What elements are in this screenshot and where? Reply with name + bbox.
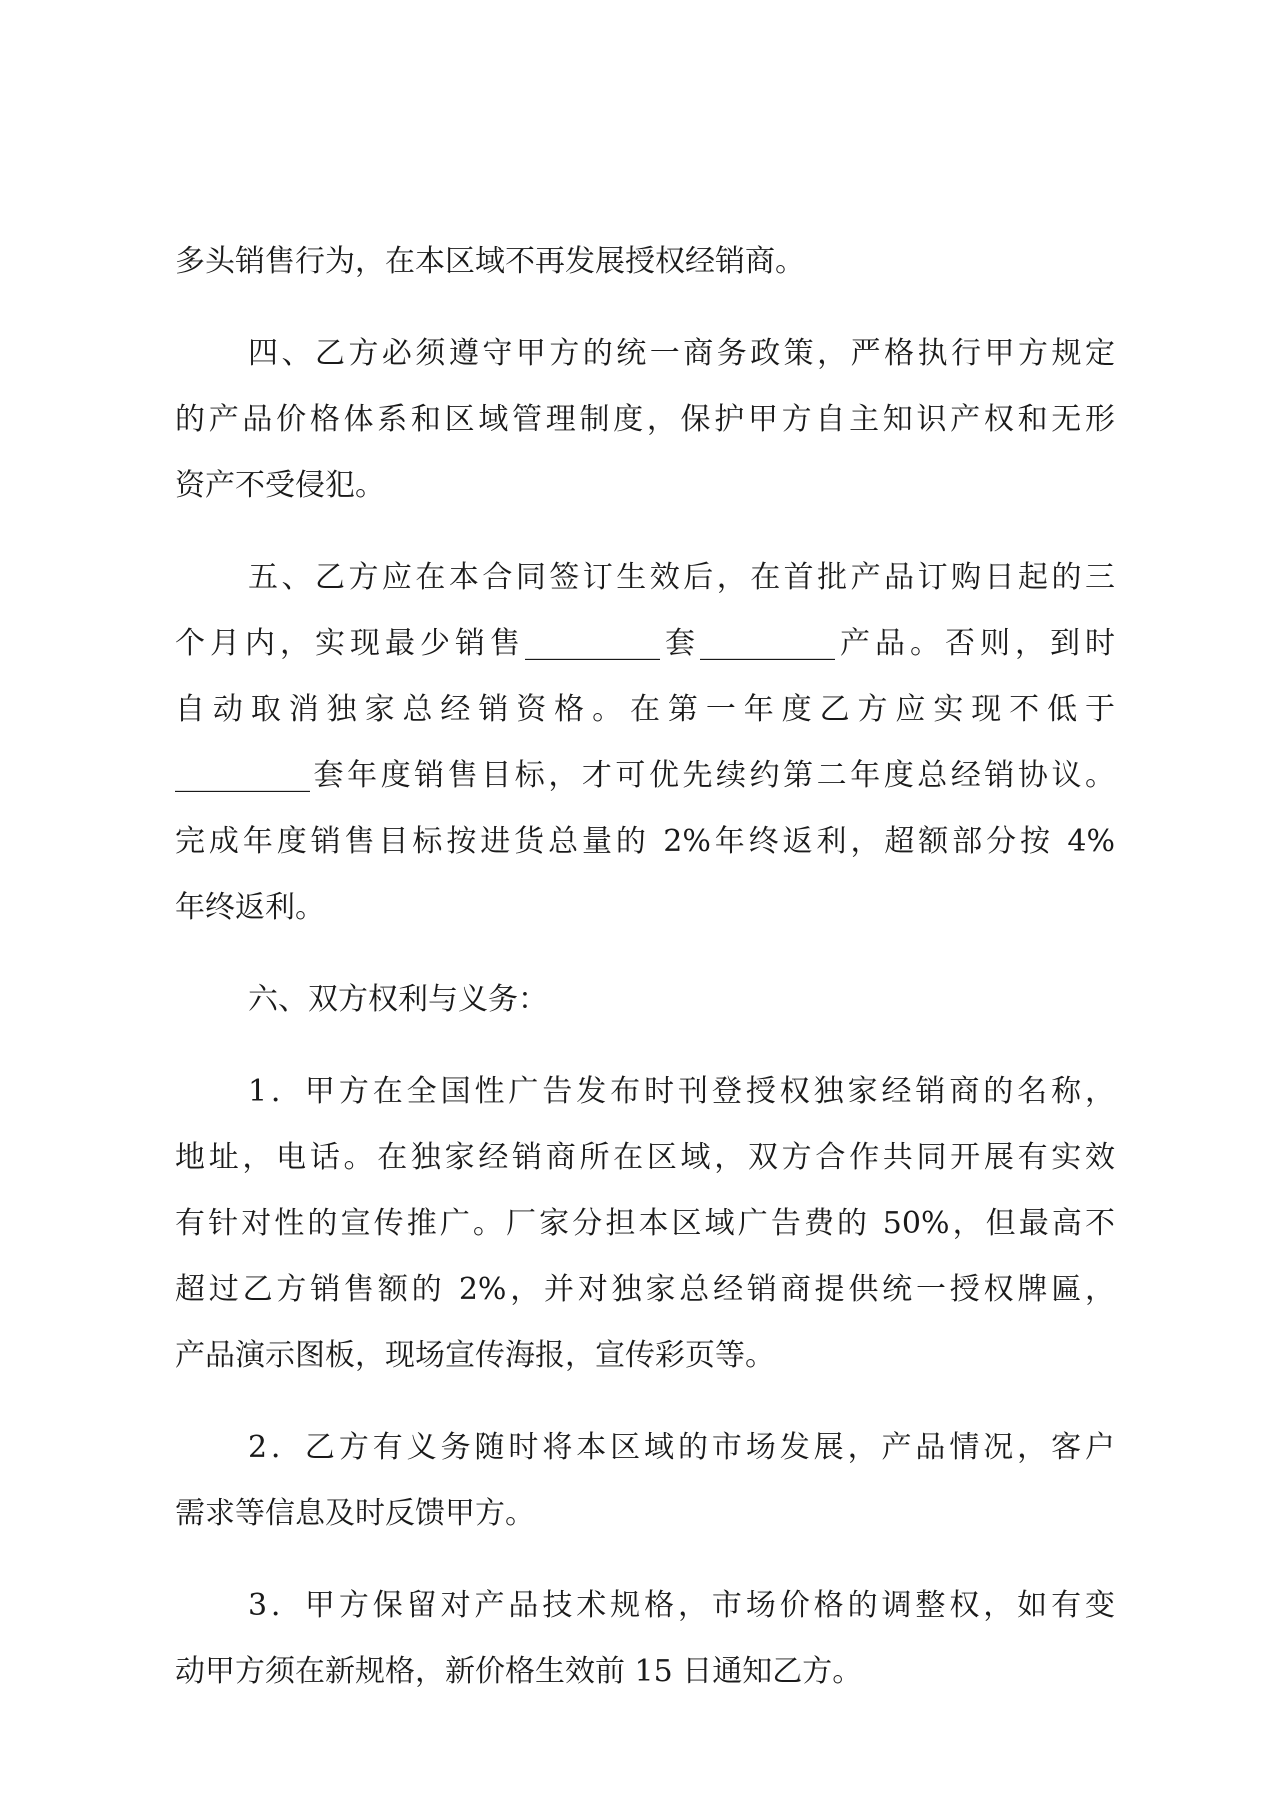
text-line: 需求等信息及时反馈甲方。 <box>175 1496 535 1531</box>
section-heading: 六、双方权利与义务： <box>248 982 548 1017</box>
text-line: 五、乙方应在本合同签订生效后，在首批产品订购日起的三 <box>248 560 1115 595</box>
text-line: 产品演示图板，现场宣传海报，宣传彩页等。 <box>175 1338 775 1373</box>
text-line: 的产品价格体系和区域管理制度，保护甲方自主知识产权和无形 <box>175 402 1115 437</box>
text-line: 个月内，实现最少销售_________套_________产品。否则，到时 <box>175 626 1115 661</box>
text-line: 年终返利。 <box>175 890 325 925</box>
text-line: _________套年度销售目标，才可优先续约第二年度总经销协议。 <box>175 758 1115 793</box>
text-line: 动甲方须在新规格，新价格生效前 15 日通知乙方。 <box>175 1654 863 1689</box>
text-line: 有针对性的宣传推广。厂家分担本区域广告费的 50%，但最高不 <box>175 1206 1115 1241</box>
text-line: 完成年度销售目标按进货总量的 2%年终返利，超额部分按 4% <box>175 824 1115 859</box>
text-line: 1．甲方在全国性广告发布时刊登授权独家经销商的名称， <box>248 1074 1115 1109</box>
text-line: 自动取消独家总经销资格。在第一年度乙方应实现不低于 <box>175 692 1115 727</box>
text-line: 多头销售行为，在本区域不再发展授权经销商。 <box>175 244 805 279</box>
text-line: 超过乙方销售额的 2%，并对独家总经销商提供统一授权牌匾， <box>175 1272 1115 1307</box>
text-line: 四、乙方必须遵守甲方的统一商务政策，严格执行甲方规定 <box>248 336 1115 371</box>
text-line: 2．乙方有义务随时将本区域的市场发展，产品情况，客户 <box>248 1430 1115 1465</box>
text-line: 地址，电话。在独家经销商所在区域，双方合作共同开展有实效 <box>175 1140 1115 1175</box>
text-line: 资产不受侵犯。 <box>175 468 385 503</box>
text-line: 3．甲方保留对产品技术规格，市场价格的调整权，如有变 <box>248 1588 1115 1623</box>
document-body <box>175 229 1115 1705</box>
